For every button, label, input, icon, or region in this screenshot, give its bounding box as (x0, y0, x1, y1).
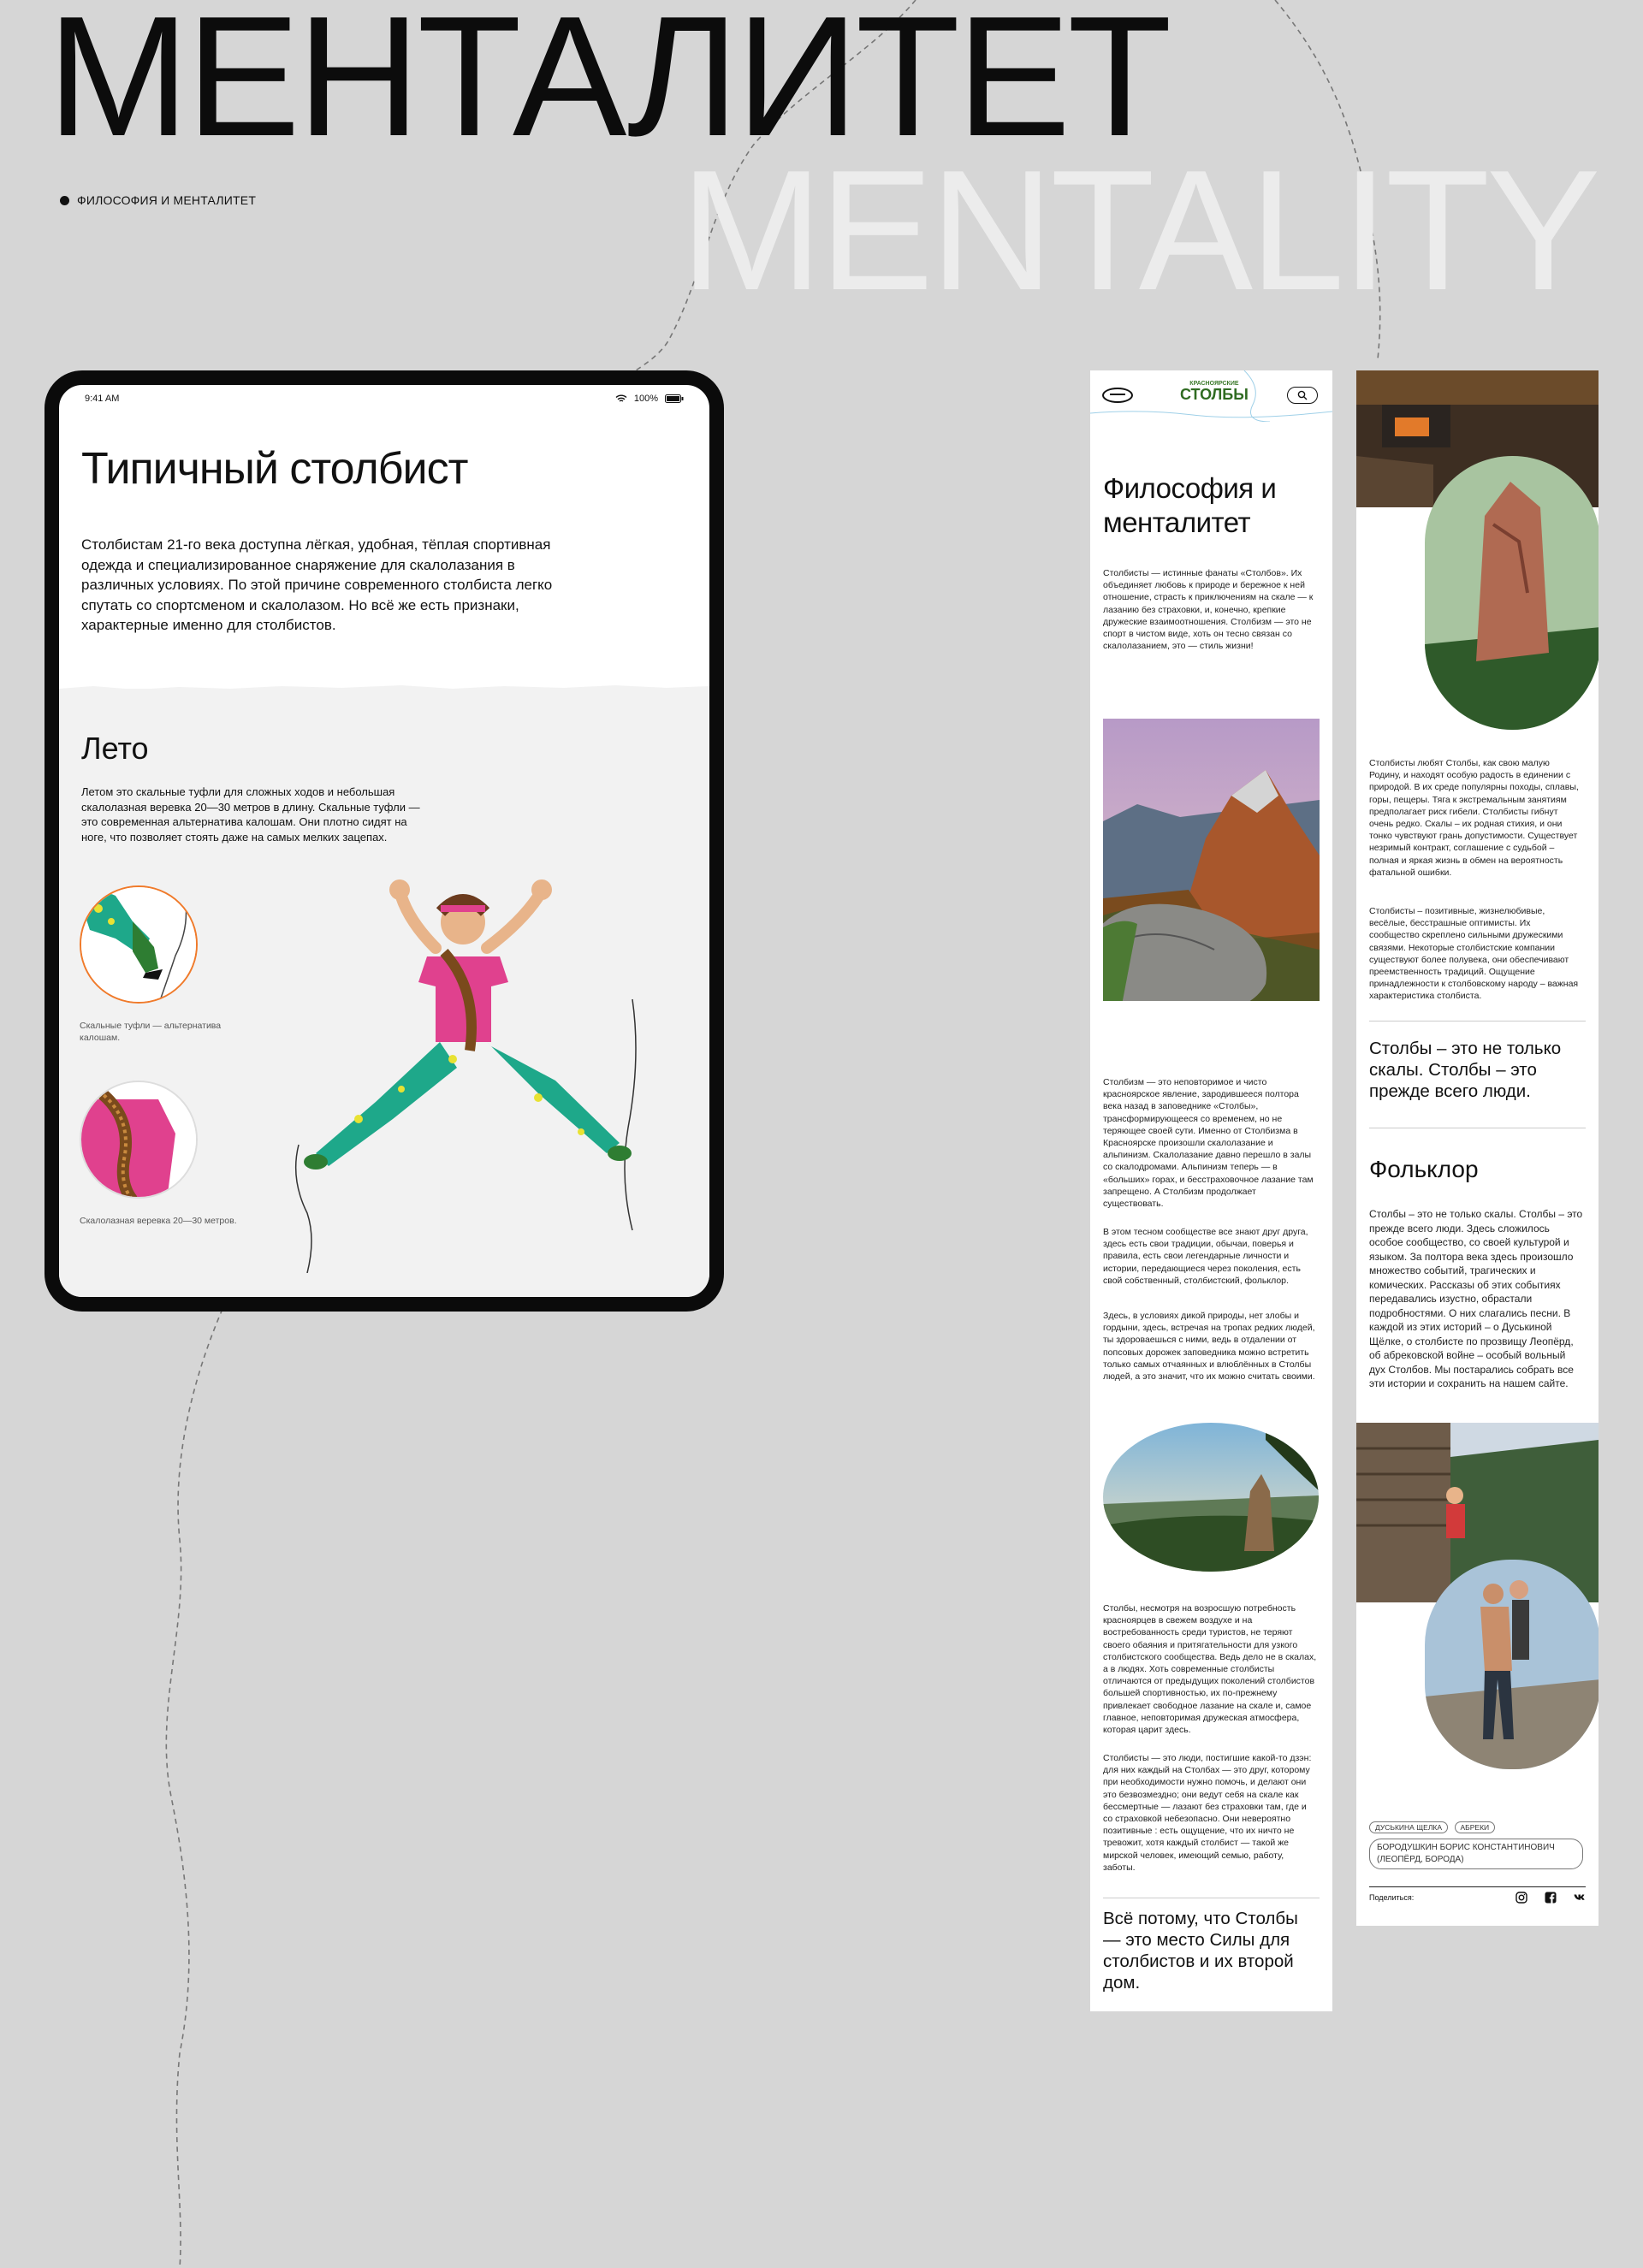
breadcrumb-label: ФИЛОСОФИЯ И МЕНТАЛИТЕТ (77, 193, 257, 207)
caption-rope: Скалолазная веревка 20—30 метров. (80, 1216, 237, 1226)
battery-percent: 100% (633, 394, 658, 404)
photo-rock-sunset (1103, 1423, 1320, 1572)
photo-collage-mountains (1103, 719, 1320, 1001)
logo-top: КРАСНОЯРСКИЕ (1189, 381, 1239, 387)
menu-icon[interactable] (1102, 388, 1133, 403)
tag-duskina-shchelka[interactable]: ДУСЬКИНА ЩЕЛКА (1369, 1821, 1448, 1833)
paragraph-1: Столбисты любят Столбы, как свою малую Родину, и находят особую радость в единении с природой. В их среде популярны походы, сплавы, горы, пещеры. Тяга к экстремальным занятиям предполагает риск гибели. Столбисты гибнут очень редко. Скалы – их родная стихия, и они тонко чувствуют грань допустимости. Существует незримый контракт, соглашение с судьбой – полная и яркая жизнь в обмен на вероятность фатальной ошибки. (1369, 758, 1579, 878)
rope-illustration (80, 1081, 198, 1199)
paragraph-1: Столбисты — истинные фанаты «Столбов». Их объединяет любовь к природе и бережное к ней отношение, страсть к приключениям на скале — к лазанию без страховки, и, конечно, крепкие дружеские взаимоотношения. Столбизм — это не спорт в чистом виде, хоть он тесно связан со скалолазанием, это — стиль жизни! (1103, 568, 1314, 652)
bullet-icon (60, 196, 69, 205)
facebook-icon[interactable] (1545, 1892, 1557, 1904)
tablet-mockup (44, 370, 724, 1312)
status-time: 9:41 AM (85, 394, 120, 404)
status-bar (59, 385, 709, 412)
hero-title: МЕНТАЛИТЕТ (47, 0, 1169, 172)
folklore-heading: Фольклор (1369, 1156, 1479, 1182)
climbing-shoe-illustration (80, 885, 198, 1004)
caption-shoes: Скальные туфли — альтернатива калошам. (80, 1021, 222, 1043)
mobile-page-folklore (1356, 370, 1599, 1926)
paragraph-2: Столбисты – позитивные, жизнелюбивые, весёлые, бесстрашные оптимисты. Их сообщество скреплено сильными дружескими связями. Некоторые столбистские компании существуют более полувека, они обеспечивают преемственность традиций. Ощущение принадлежности к столбовскому народу – важная характеристика столбиста. (1369, 906, 1579, 1002)
tag-abreki[interactable]: АБРЕКИ (1455, 1821, 1496, 1833)
page-title: Типичный столбист (81, 444, 468, 494)
torn-edge (59, 678, 709, 696)
search-icon (1297, 390, 1308, 400)
mobile-page-philosophy (1090, 370, 1332, 2011)
season-heading: Лето (81, 731, 149, 766)
battery-icon (665, 394, 684, 403)
intro-text: Столбистам 21-го века доступна лёгкая, удобная, тёплая спортивная одежда и специализированное снаряжение для скалолазания в различных условиях. По этой причине современного столбиста легко спутать со спортсменом и скалолазом. Но всё же есть признаки, характерные именно для столбистов. (81, 536, 553, 633)
paragraph-5: Столбы, несмотря на возросшую потребность красноярцев в свежем воздухе и на востребованность среди туристов, не теряют своего обаяния и притягательности для узкого столбистского сообщества. Ведь дело не в скалах, а в людях. Хоть современные столбисты отличаются от предыдущих поколений столбистов большей спортивностью, их по-прежнему привлекает свободное лазание на скале и, самое главное, неповторимая дружеская атмосфера, которая царит здесь. (1103, 1603, 1317, 1736)
page-heading: Философия и менталитет (1103, 472, 1277, 538)
paragraph-2: Столбизм — это неповторимое и чисто красноярское явление, зародившееся полтора века назад в заповеднике «Столбы», трансформирующееся со временем, но не теряющее своей сути. Именно от Столбизма в Красноярске произошли скалолазание и альпинизм. Скалолазание давно перешло в залы со скалодромами. Альпинизм теперь — в «больших» горах, и бесстраховочное лазание там запрещено. А Столбизм продолжает существовать. (1103, 1077, 1314, 1210)
photo-collage-climbers (1356, 1423, 1599, 1769)
paragraph-3: В этом тесном сообществе все знают друг друга, здесь есть свои традиции, обычаи, поверья и правила, есть свои легендарные личности и истории, передающиеся через поколения, есть свой собственный, столбистский, фольклор. (1103, 1227, 1308, 1286)
paragraph-4: Здесь, в условиях дикой природы, нет злобы и гордыни, здесь, встречая на тропах редких людей, ты здороваешься с ними, ведь в отдалении от попсовых дорожек заповедника можно встретить только самых отчаянных и влюблённых в Столбы людей, а это значит, что их можно считать своими. (1103, 1311, 1315, 1383)
pull-quote: Столбы – это не только скалы. Столбы – это прежде всего люди. (1369, 1039, 1562, 1101)
search-button[interactable] (1287, 387, 1318, 404)
folklore-text: Столбы – это не только скалы. Столбы – это прежде всего люди. Здесь сложилось особое сообщество, со своей культурой и языком. За полтора века здесь произошло множество событий, трагических и комических. Рассказы об этих событиях передавались изустно, обрастали подробностями. О них слагались песни. В каждой из этих историй – о Дуськиной Щёлке, о столбисте по прозвищу Леопёрд, об абрековской войне – особый вольный дух Столбов. Мы постарались собрать все эти истории и сохранить на нашем сайте. (1369, 1208, 1583, 1389)
hero-title-english: MENTALITY (680, 135, 1598, 326)
season-text: Летом это скальные туфли для сложных ходов и небольшая скалолазная веревка 20—30 метров в длину. Скальные туфли — это современная альтернатива калошам. Они плотно сидят на ноге, что позволяет стоять даже на самых мелких зацепах. (81, 785, 420, 844)
logo-main: СТОЛБЫ (1180, 386, 1249, 403)
divider-share (1369, 1886, 1586, 1887)
tag-borodushkin[interactable]: БОРОДУШКИН БОРИС КОНСТАНТИНОВИЧ (ЛЕОПЁРД, БОРОДА) (1369, 1839, 1583, 1869)
site-logo[interactable] (1180, 381, 1249, 402)
tag-list (1369, 1819, 1586, 1869)
paragraph-6: Столбисты — это люди, постигшие какой-то дзэн: для них каждый на Столбах — это друг, которому при необходимости нужно помочь, и делают они это безвозмездно; они ведут себя на скале как бессмертные — лазают без страховки там, где и со страховкой небезопасно. Они невероятно позитивные : есть ощущение, что их ничто не тревожит, хотя каждый столбист — такой же мирской человек, имеющий семью, работу, заботы. (1103, 1753, 1312, 1873)
breadcrumb (60, 193, 256, 207)
share-row (1369, 1892, 1586, 1904)
wifi-icon (615, 394, 627, 403)
mobile-header (1090, 370, 1332, 422)
instagram-icon[interactable] (1515, 1892, 1527, 1904)
closing-quote: Всё потому, что Столбы — это место Силы для столбистов и их второй дом. (1103, 1909, 1298, 1993)
vk-icon[interactable] (1574, 1892, 1586, 1904)
share-label: Поделиться: (1369, 1893, 1415, 1902)
photo-collage-cabin-rock (1356, 370, 1599, 730)
climber-illustration (282, 871, 692, 1273)
